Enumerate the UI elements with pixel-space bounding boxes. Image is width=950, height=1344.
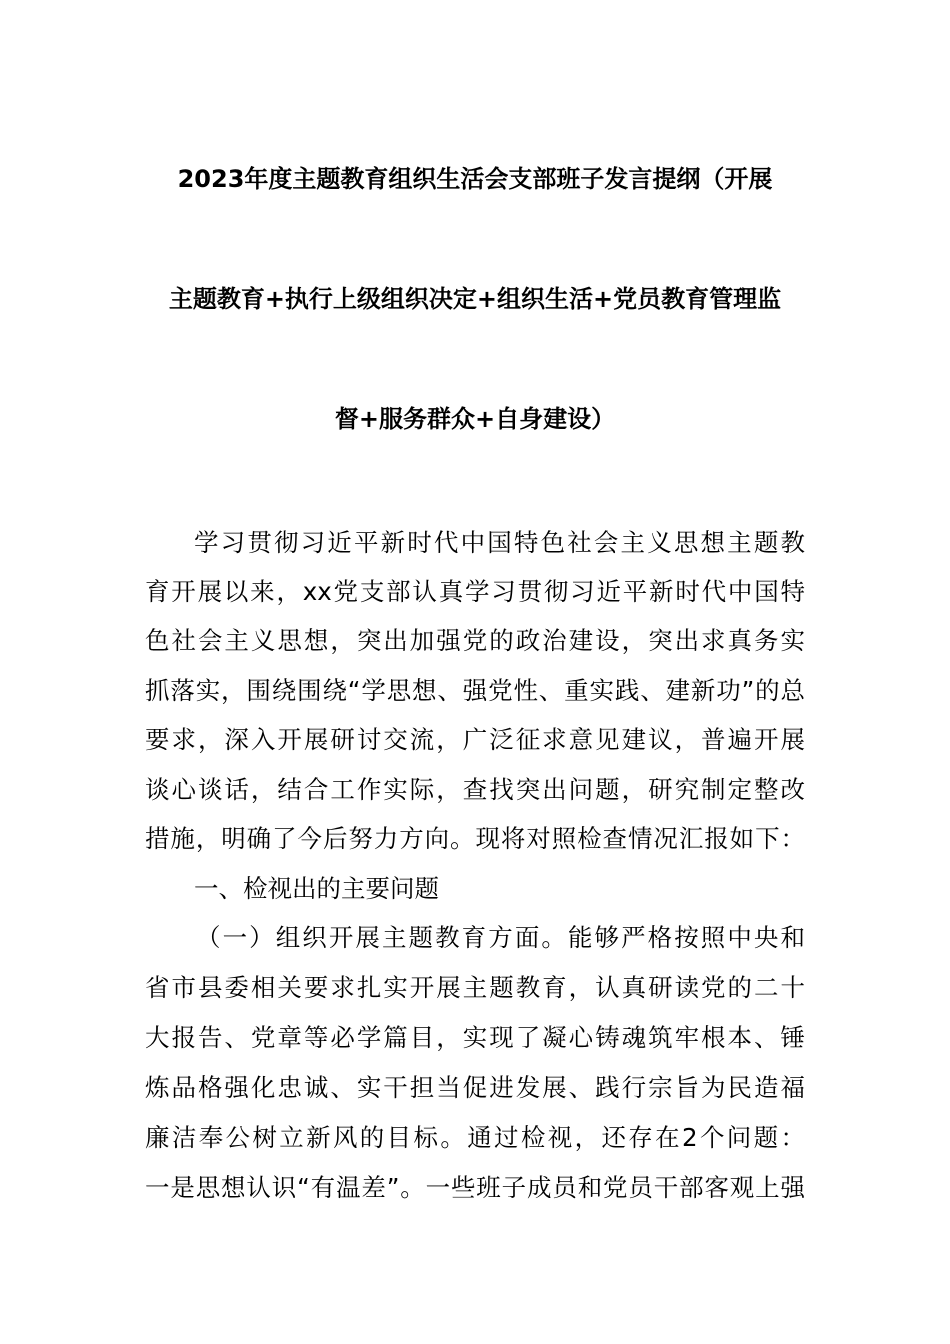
intro-paragraph-line-1: 学习贯彻习近平新时代中国特色社会主义思想主题教	[194, 528, 805, 557]
intro-paragraph-line-6: 谈心谈话，结合工作实际，查找突出问题，研究制定整改	[145, 775, 805, 804]
document-title-line-1: 2023年度主题教育组织生活会支部班子发言提纲（开展	[177, 165, 773, 193]
subsection-paragraph-line-1: （一）组织开展主题教育方面。能够严格按照中央和	[196, 923, 805, 952]
subsection-paragraph-line-2: 省市县委相关要求扎实开展主题教育，认真研读党的二十	[145, 973, 805, 1002]
intro-paragraph-line-4: 抓落实，围绕围绕“学思想、强党性、重实践、建新功”的总	[145, 676, 805, 705]
intro-paragraph-line-5: 要求，深入开展研讨交流，广泛征求意见建议，普遍开展	[145, 725, 805, 754]
subsection-paragraph-line-4: 炼品格强化忠诚、实干担当促进发展、践行宗旨为民造福	[145, 1073, 805, 1102]
section-heading: 一、检视出的主要问题	[194, 874, 439, 903]
document-title-line-2: 主题教育+执行上级组织决定+组织生活+党员教育管理监	[168, 285, 782, 313]
subsection-paragraph-line-5: 廉洁奉公树立新风的目标。通过检视，还存在2个问题：	[145, 1123, 805, 1152]
intro-paragraph-line-3: 色社会主义思想，突出加强党的政治建设，突出求真务实	[145, 626, 805, 655]
intro-paragraph-line-2: 育开展以来，xx党支部认真学习贯彻习近平新时代中国特	[145, 577, 805, 606]
document-title-line-3: 督+服务群众+自身建设）	[334, 405, 616, 433]
subsection-paragraph-line-6: 一是思想认识“有温差”。一些班子成员和党员干部客观上强	[145, 1173, 805, 1202]
intro-paragraph-line-7: 措施，明确了今后努力方向。现将对照检查情况汇报如下：	[145, 824, 805, 853]
subsection-paragraph-line-3: 大报告、党章等必学篇目，实现了凝心铸魂筑牢根本、锤	[145, 1023, 805, 1052]
